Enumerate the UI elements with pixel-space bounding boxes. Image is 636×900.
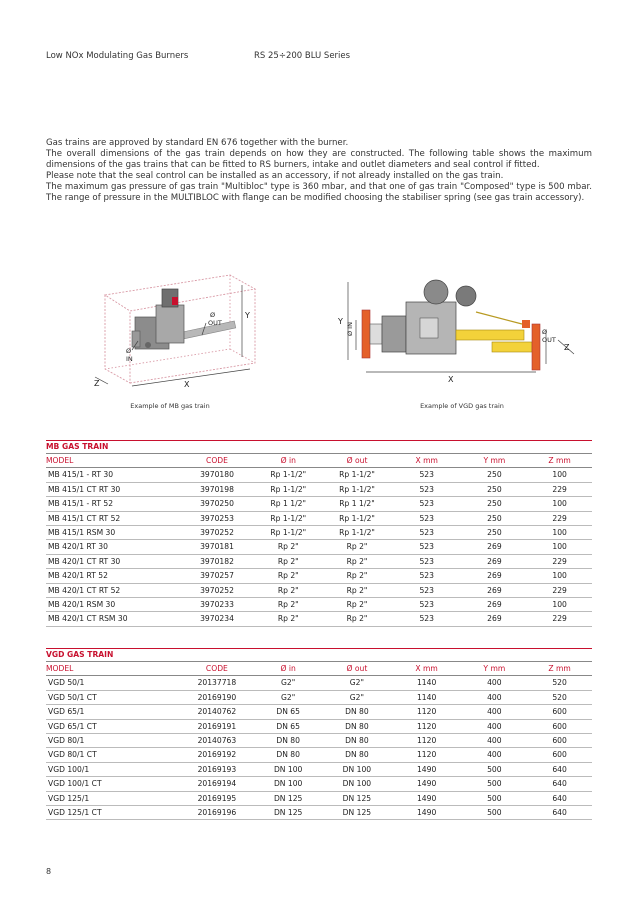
table-cell: 520 (527, 690, 592, 704)
table-cell: 269 (462, 569, 528, 583)
table-cell: G2" (254, 690, 322, 704)
table-cell: DN 80 (254, 734, 322, 748)
table-cell: 250 (462, 468, 528, 482)
table-cell: DN 100 (254, 762, 322, 776)
table-cell: MB 415/1 - RT 52 (46, 497, 180, 511)
table-cell: 269 (462, 612, 528, 626)
table-row (46, 526, 592, 540)
table-cell: 20169195 (180, 791, 255, 805)
table-cell: 269 (462, 554, 528, 568)
svg-text:Ø: Ø (542, 328, 548, 336)
table-cell: 269 (462, 540, 528, 554)
table-cell: MB 415/1 CT RT 52 (46, 511, 180, 525)
table-cell: 3970257 (180, 569, 255, 583)
table-cell: DN 65 (254, 705, 322, 719)
mb-label-out: OUT (208, 319, 222, 327)
mb-figure-caption: Example of MB gas train (130, 402, 210, 410)
table-cell: DN 125 (322, 806, 392, 820)
table-cell: 523 (392, 583, 462, 597)
table-cell: 600 (527, 705, 592, 719)
header-series-title: Low NOx Modulating Gas Burners (46, 51, 189, 61)
table-cell: 400 (461, 676, 527, 690)
table-cell: DN 65 (254, 719, 322, 733)
table-cell: 269 (462, 598, 528, 612)
table-cell: DN 125 (254, 791, 322, 805)
table-cell: 3970233 (180, 598, 255, 612)
table-cell: Rp 1-1/2" (322, 482, 392, 496)
table-cell: 523 (392, 612, 462, 626)
vgd-label-y: Y (338, 317, 343, 326)
table-cell: 1120 (392, 748, 462, 762)
table-row (46, 719, 592, 733)
table-cell: DN 125 (254, 806, 322, 820)
table-cell: 500 (461, 806, 527, 820)
table-cell: Rp 2" (254, 598, 322, 612)
table-cell: 523 (392, 482, 462, 496)
table-cell: 520 (527, 676, 592, 690)
table-cell: 523 (392, 511, 462, 525)
table-cell: 100 (527, 540, 592, 554)
table-cell: 229 (527, 612, 592, 626)
table-cell: MB 420/1 RT 52 (46, 569, 180, 583)
table-cell: MB 415/1 RSM 30 (46, 526, 180, 540)
intro-paragraph: Please note that the seal control can be installed as an accessory, if not already installed on the gas train. (46, 171, 504, 181)
table-row (46, 777, 592, 791)
table-cell: MB 420/1 CT RT 30 (46, 554, 180, 568)
table-cell: 3970250 (180, 497, 255, 511)
table-cell: 1490 (392, 806, 462, 820)
table-cell: 1120 (392, 705, 462, 719)
table-cell: 20169194 (180, 777, 255, 791)
table-cell: 1490 (392, 791, 462, 805)
table-cell: DN 80 (322, 734, 392, 748)
table-cell: Rp 1 1/2" (254, 497, 322, 511)
table-cell: 523 (392, 497, 462, 511)
table-cell: Rp 2" (254, 554, 322, 568)
table-cell: 640 (527, 806, 592, 820)
table-cell: 250 (462, 511, 528, 525)
table-cell: Rp 1-1/2" (322, 468, 392, 482)
table-row (46, 705, 592, 719)
table-cell: 269 (462, 583, 528, 597)
table-cell: 3970253 (180, 511, 255, 525)
mb-table-title: MB GAS TRAIN (46, 441, 592, 454)
table-cell: MB 420/1 RSM 30 (46, 598, 180, 612)
table-cell: DN 80 (322, 748, 392, 762)
table-cell: Rp 1-1/2" (322, 526, 392, 540)
intro-paragraph: The maximum gas pressure of gas train "Multibloc" type is 360 mbar, and that one of gas train "Composed" type is 500 mbar. The range of pressure in the MULTIBLOC with flange can be modified choosing the stabiliser spring (see gas train accessory). (46, 182, 592, 203)
table-cell: VGD 100/1 CT (46, 777, 180, 791)
table-cell: 1120 (392, 734, 462, 748)
table-cell: 250 (462, 497, 528, 511)
table-row (46, 482, 592, 496)
table-cell: 400 (461, 734, 527, 748)
table-cell: 20169190 (180, 690, 255, 704)
table-cell: 20169193 (180, 762, 255, 776)
table-cell: 3970182 (180, 554, 255, 568)
svg-text:Ø: Ø (210, 311, 216, 319)
table-cell: DN 80 (322, 719, 392, 733)
table-cell: DN 80 (254, 748, 322, 762)
table-row (46, 540, 592, 554)
table-cell: 500 (461, 777, 527, 791)
table-cell: Rp 2" (254, 612, 322, 626)
table-cell: DN 100 (254, 777, 322, 791)
vgd-label-out: OUT (542, 336, 556, 344)
mb-label-x: X (184, 380, 190, 389)
table-cell: 500 (461, 762, 527, 776)
vgd-figure-caption: Example of VGD gas train (420, 402, 504, 410)
table-row (46, 734, 592, 748)
table-cell: 3970181 (180, 540, 255, 554)
table-cell: Rp 2" (322, 598, 392, 612)
table-cell: VGD 100/1 (46, 762, 180, 776)
table-cell: 1120 (392, 719, 462, 733)
table-cell: G2" (322, 676, 392, 690)
table-cell: Rp 2" (322, 583, 392, 597)
table-cell: 3970234 (180, 612, 255, 626)
table-cell: MB 415/1 - RT 30 (46, 468, 180, 482)
table-cell: 600 (527, 748, 592, 762)
table-cell: VGD 125/1 CT (46, 806, 180, 820)
col-header-x: X mm (392, 454, 462, 468)
table-cell: Rp 2" (322, 554, 392, 568)
table-cell: Rp 2" (322, 540, 392, 554)
table-cell: 1490 (392, 762, 462, 776)
table-cell: VGD 125/1 (46, 791, 180, 805)
table-row (46, 468, 592, 482)
table-cell: Rp 1-1/2" (254, 511, 322, 525)
table-row (46, 612, 592, 626)
vgd-label-x: X (448, 375, 454, 384)
table-cell: MB 420/1 RT 30 (46, 540, 180, 554)
table-cell: 523 (392, 540, 462, 554)
table-row (46, 497, 592, 511)
table-cell: 1490 (392, 777, 462, 791)
page-number: 8 (46, 867, 52, 876)
vgd-label-in: Ø IN (346, 322, 354, 336)
mb-label-in: IN (126, 355, 133, 363)
table-cell: 1140 (392, 690, 462, 704)
col-header-in: Ø in (254, 454, 322, 468)
table-cell: 3970180 (180, 468, 255, 482)
table-cell: Rp 2" (322, 569, 392, 583)
table-cell: VGD 80/1 (46, 734, 180, 748)
table-cell: DN 100 (322, 762, 392, 776)
table-row (46, 806, 592, 820)
col-header-code: CODE (180, 662, 255, 676)
table-cell: 100 (527, 497, 592, 511)
table-cell: G2" (322, 690, 392, 704)
col-header-out: Ø out (322, 454, 392, 468)
table-cell: 20140762 (180, 705, 255, 719)
table-cell: 500 (461, 791, 527, 805)
mb-gas-train-table (46, 440, 592, 627)
table-cell: 523 (392, 468, 462, 482)
table-cell: 3970252 (180, 526, 255, 540)
col-header-z: Z mm (527, 454, 592, 468)
table-cell: 20169196 (180, 806, 255, 820)
table-cell: VGD 50/1 (46, 676, 180, 690)
table-cell: DN 100 (322, 777, 392, 791)
col-header-z: Z mm (527, 662, 592, 676)
svg-text:Ø: Ø (126, 347, 132, 355)
table-row (46, 748, 592, 762)
table-cell: 640 (527, 791, 592, 805)
col-header-y: Y mm (462, 454, 528, 468)
intro-paragraph: Gas trains are approved by standard EN 676 together with the burner. (46, 138, 349, 148)
table-cell: 3970198 (180, 482, 255, 496)
table-cell: 400 (461, 705, 527, 719)
table-cell: 20169191 (180, 719, 255, 733)
table-cell: 400 (461, 719, 527, 733)
table-cell: MB 415/1 CT RT 30 (46, 482, 180, 496)
table-cell: 400 (461, 748, 527, 762)
table-cell: 523 (392, 554, 462, 568)
table-cell: 250 (462, 482, 528, 496)
col-header-code: CODE (180, 454, 255, 468)
col-header-model: MODEL (46, 454, 180, 468)
table-cell: 400 (461, 690, 527, 704)
table-row (46, 762, 592, 776)
table-cell: MB 420/1 CT RSM 30 (46, 612, 180, 626)
table-cell: VGD 80/1 CT (46, 748, 180, 762)
table-cell: DN 80 (322, 705, 392, 719)
table-cell: 229 (527, 554, 592, 568)
table-row (46, 511, 592, 525)
table-cell: 100 (527, 569, 592, 583)
table-cell: 1140 (392, 676, 462, 690)
table-cell: 523 (392, 569, 462, 583)
table-cell: G2" (254, 676, 322, 690)
table-cell: 20140763 (180, 734, 255, 748)
table-cell: VGD 65/1 CT (46, 719, 180, 733)
table-cell: Rp 2" (322, 612, 392, 626)
table-cell: 20137718 (180, 676, 255, 690)
table-cell: 640 (527, 762, 592, 776)
table-cell: 3970252 (180, 583, 255, 597)
table-cell: Rp 1-1/2" (254, 468, 322, 482)
table-cell: 523 (392, 526, 462, 540)
table-cell: Rp 2" (254, 569, 322, 583)
table-cell: Rp 1-1/2" (254, 482, 322, 496)
intro-text (46, 138, 592, 204)
table-cell: VGD 50/1 CT (46, 690, 180, 704)
mb-label-y: Y (245, 311, 250, 320)
header-series-range: RS 25÷200 BLU Series (254, 51, 351, 61)
vgd-table-title: VGD GAS TRAIN (46, 649, 592, 662)
vgd-gas-train-table (46, 648, 592, 820)
table-cell: 229 (527, 482, 592, 496)
table-cell: 250 (462, 526, 528, 540)
col-header-model: MODEL (46, 662, 180, 676)
table-cell: MB 420/1 CT RT 52 (46, 583, 180, 597)
table-row (46, 569, 592, 583)
table-cell: 229 (527, 583, 592, 597)
mb-gas-train-diagram (90, 265, 280, 390)
table-cell: Rp 1 1/2" (322, 497, 392, 511)
table-cell: 100 (527, 598, 592, 612)
table-cell: 600 (527, 719, 592, 733)
col-header-x: X mm (392, 662, 462, 676)
table-cell: DN 125 (322, 791, 392, 805)
table-cell: 523 (392, 598, 462, 612)
table-cell: 20169192 (180, 748, 255, 762)
table-cell: Rp 1-1/2" (322, 511, 392, 525)
intro-paragraph: The overall dimensions of the gas train depends on how they are constructed. The following table shows the maximum dimensions of the gas trains that can be fitted to RS burners, intake and outlet diameters and seal control if fitted. (46, 149, 592, 170)
table-cell: 229 (527, 511, 592, 525)
col-header-out: Ø out (322, 662, 392, 676)
vgd-label-z: Z (564, 343, 570, 352)
col-header-in: Ø in (254, 662, 322, 676)
table-cell: Rp 2" (254, 540, 322, 554)
vgd-gas-train-diagram (336, 272, 586, 397)
table-cell: 100 (527, 468, 592, 482)
table-cell: 100 (527, 526, 592, 540)
table-cell: 640 (527, 777, 592, 791)
table-row (46, 676, 592, 690)
table-cell: Rp 2" (254, 583, 322, 597)
mb-label-z: Z (94, 379, 100, 388)
table-cell: Rp 1-1/2" (254, 526, 322, 540)
table-row (46, 583, 592, 597)
table-row (46, 554, 592, 568)
table-row (46, 598, 592, 612)
col-header-y: Y mm (461, 662, 527, 676)
table-row (46, 791, 592, 805)
table-row (46, 690, 592, 704)
table-cell: VGD 65/1 (46, 705, 180, 719)
table-cell: 600 (527, 734, 592, 748)
